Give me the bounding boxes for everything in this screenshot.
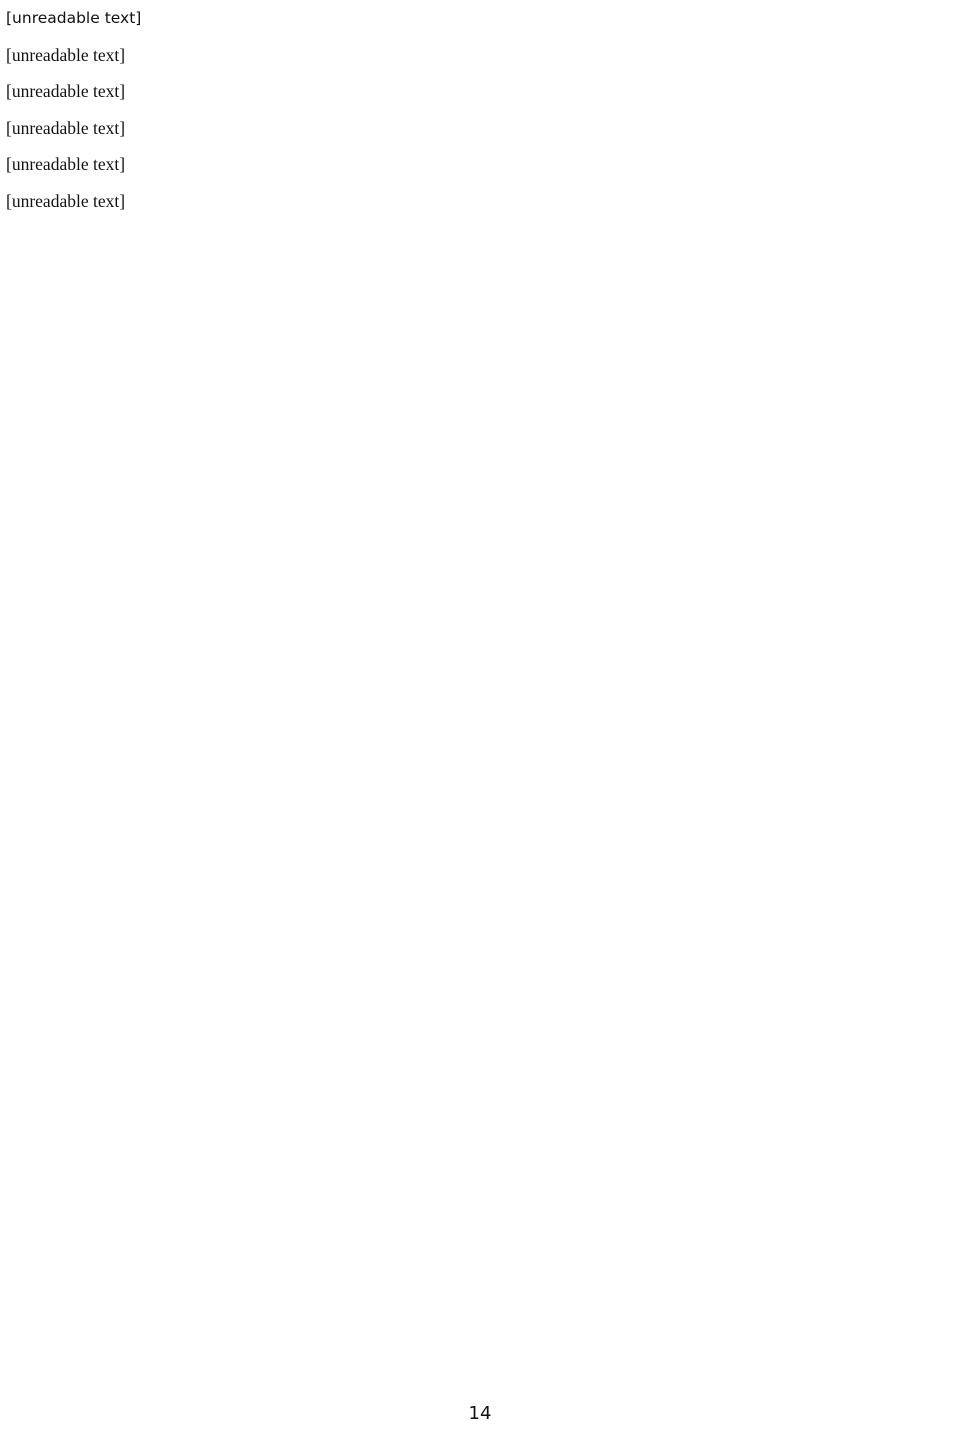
text-line: [unreadable text]: [6, 117, 126, 138]
paragraph: [6, 43, 952, 68]
text-line: [unreadable text]: [6, 154, 126, 174]
text-line: [unreadable text]: [6, 190, 126, 211]
text-line: [unreadable text]: [6, 9, 142, 27]
paragraph: [6, 152, 952, 177]
paragraph: [6, 6, 952, 31]
text-line: [unreadable text]: [6, 81, 126, 101]
paragraph: [6, 116, 952, 141]
paragraph: [6, 189, 952, 214]
text-line: [unreadable text]: [6, 44, 126, 65]
page-number: 14: [468, 1403, 492, 1424]
paragraph: [6, 79, 952, 104]
